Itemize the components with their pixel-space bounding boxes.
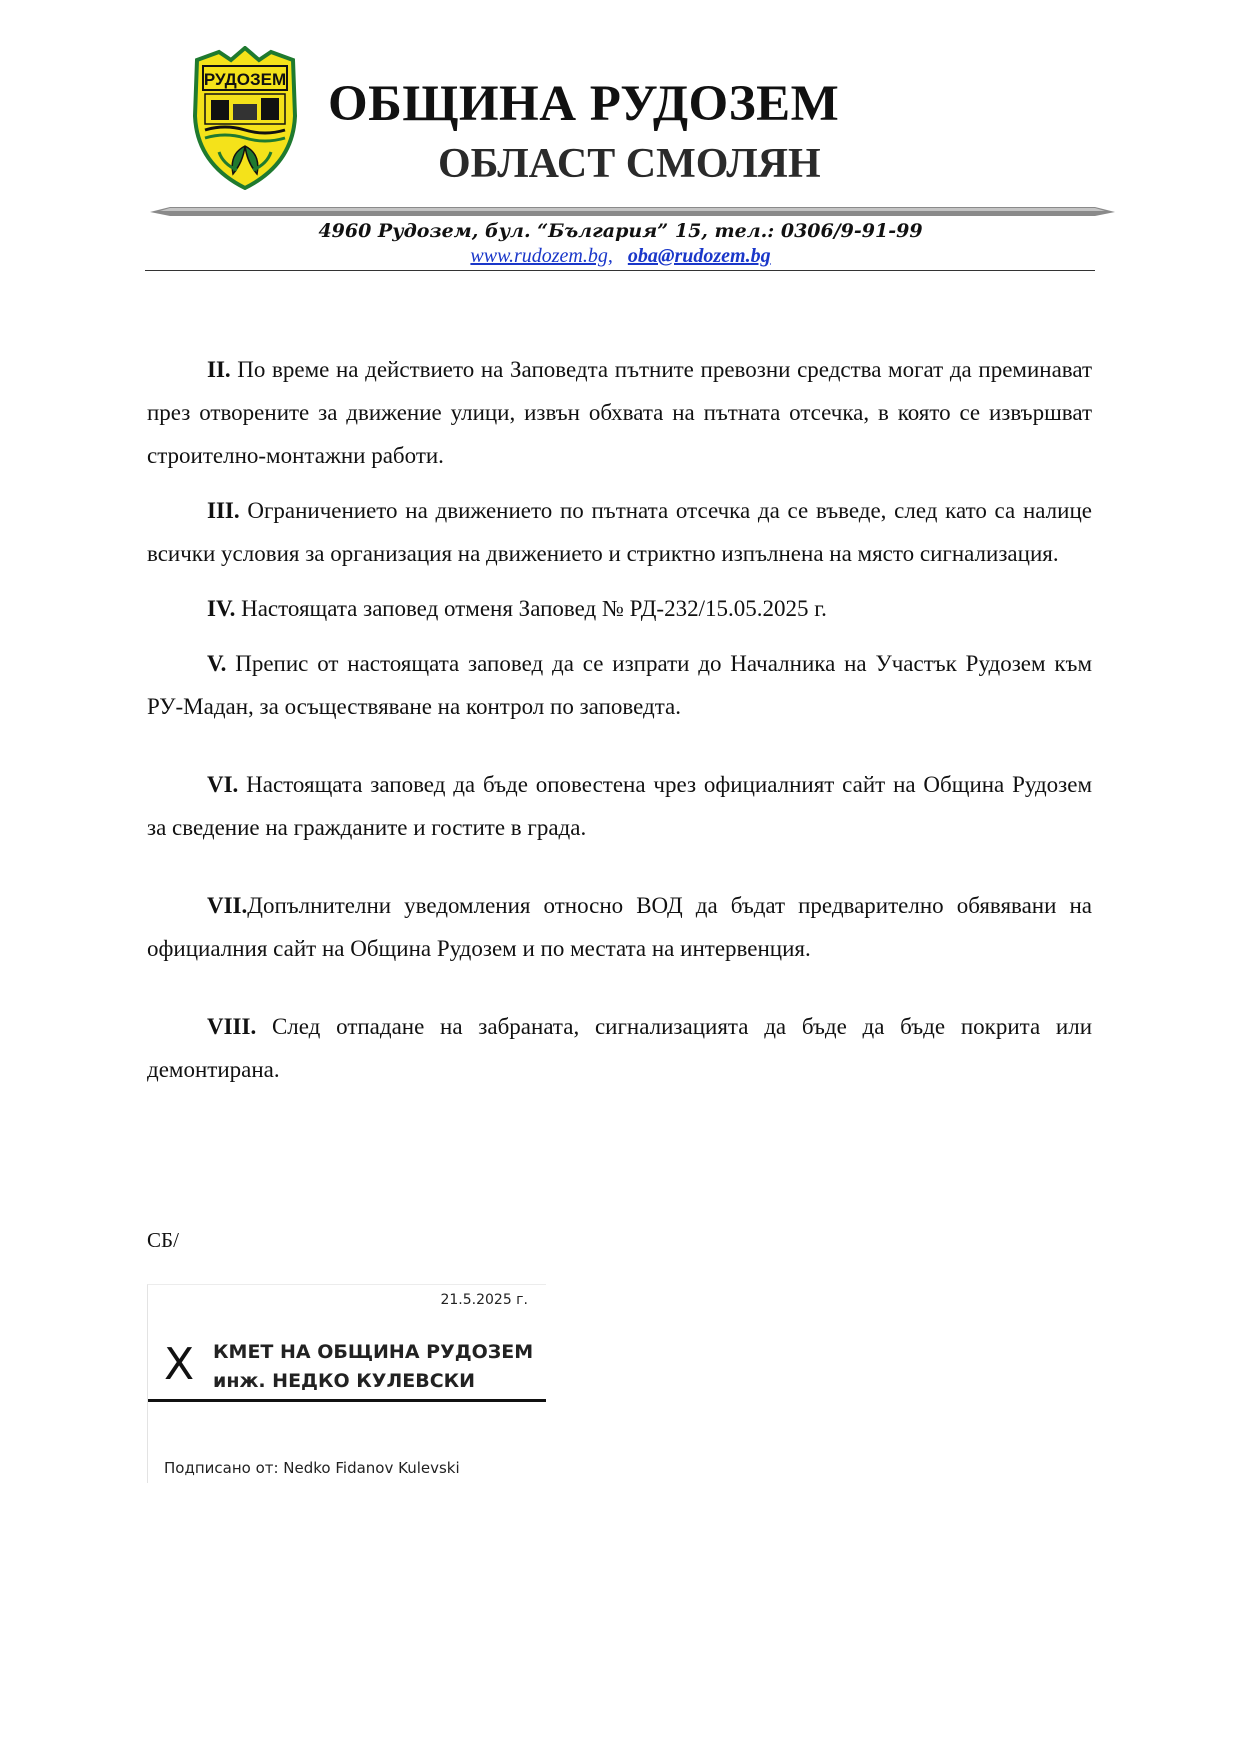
address-line: 4960 Рудозем, бул. “България” 15, тел.: 0306/9-91-99 xyxy=(318,220,923,242)
paragraph-ii xyxy=(147,348,1092,477)
website-link[interactable]: www.rudozem.bg, xyxy=(470,245,613,267)
paragraph-iii xyxy=(147,489,1092,575)
contacts-divider xyxy=(145,270,1095,271)
order-body xyxy=(147,348,1092,1091)
contacts-line xyxy=(0,245,1241,268)
region-subtitle: ОБЛАСТ СМОЛЯН xyxy=(438,141,821,187)
paragraph-viii xyxy=(147,1005,1092,1091)
municipality-coat-of-arms-logo xyxy=(189,46,301,190)
signed-by-text: Подписано от: Nedko Fidanov Kulevski xyxy=(164,1459,460,1477)
header-divider xyxy=(150,205,1115,217)
signer-role: КМЕТ НА ОБЩИНА РУДОЗЕМ xyxy=(213,1341,534,1363)
paragraph-text: Настоящата заповед отменя Заповед № РД-232/15.05.2025 г. xyxy=(235,596,827,621)
signer-name: инж. НЕДКО КУЛЕВСКИ xyxy=(213,1370,476,1392)
author-initials: СБ/ xyxy=(147,1228,179,1252)
signature-mark: X xyxy=(164,1339,195,1390)
paragraph-vii xyxy=(147,884,1092,970)
paragraph-number: VIII. xyxy=(207,1014,257,1039)
paragraph-text: По време на действието на Заповедта пътните превозни средства могат да преминават през отворените за движение улици, извън обхвата на пътната отсечка, в която се извършват строително-монтажни работи. xyxy=(147,357,1092,468)
paragraph-number: II. xyxy=(207,357,231,382)
digital-signature-block[interactable] xyxy=(147,1284,546,1483)
paragraph-number: III. xyxy=(207,498,240,523)
paragraph-text: След отпадане на забраната, сигнализацията да бъде да бъде покрита или демонтирана. xyxy=(147,1014,1092,1082)
paragraph-number: IV. xyxy=(207,596,236,621)
paragraph-text: Допълнителни уведомления относно ВОД да бъдат предварително обявявани на официалния сайт на Община Рудозем и по местата на интервенция. xyxy=(147,893,1092,961)
paragraph-number: V. xyxy=(207,651,227,676)
signature-line xyxy=(148,1399,546,1402)
paragraph-iv xyxy=(147,587,1092,630)
svg-text:РУДОЗЕМ: РУДОЗЕМ xyxy=(203,70,287,89)
paragraph-text: Препис от настоящата заповед да се изпрати до Началника на Участък Рудозем към РУ-Мадан, за осъществяване на контрол по заповедта. xyxy=(147,651,1092,719)
paragraph-vi xyxy=(147,763,1092,849)
email-link[interactable]: oba@rudozem.bg xyxy=(627,245,771,267)
paragraph-v xyxy=(147,642,1092,728)
paragraph-text: Настоящата заповед да бъде оповестена чрез официалният сайт на Община Рудозем за сведение на гражданите и гостите в града. xyxy=(147,772,1092,840)
paragraph-number: VII. xyxy=(207,893,248,918)
signature-date: 21.5.2025 г. xyxy=(440,1292,528,1308)
municipality-title: ОБЩИНА РУДОЗЕМ xyxy=(328,76,840,132)
paragraph-text: Ограничението на движението по пътната отсечка да се въведе, след като са налице всички условия за организация на движението и стриктно изпълнена на място сигнализация. xyxy=(147,498,1092,566)
paragraph-number: VI. xyxy=(207,772,239,797)
